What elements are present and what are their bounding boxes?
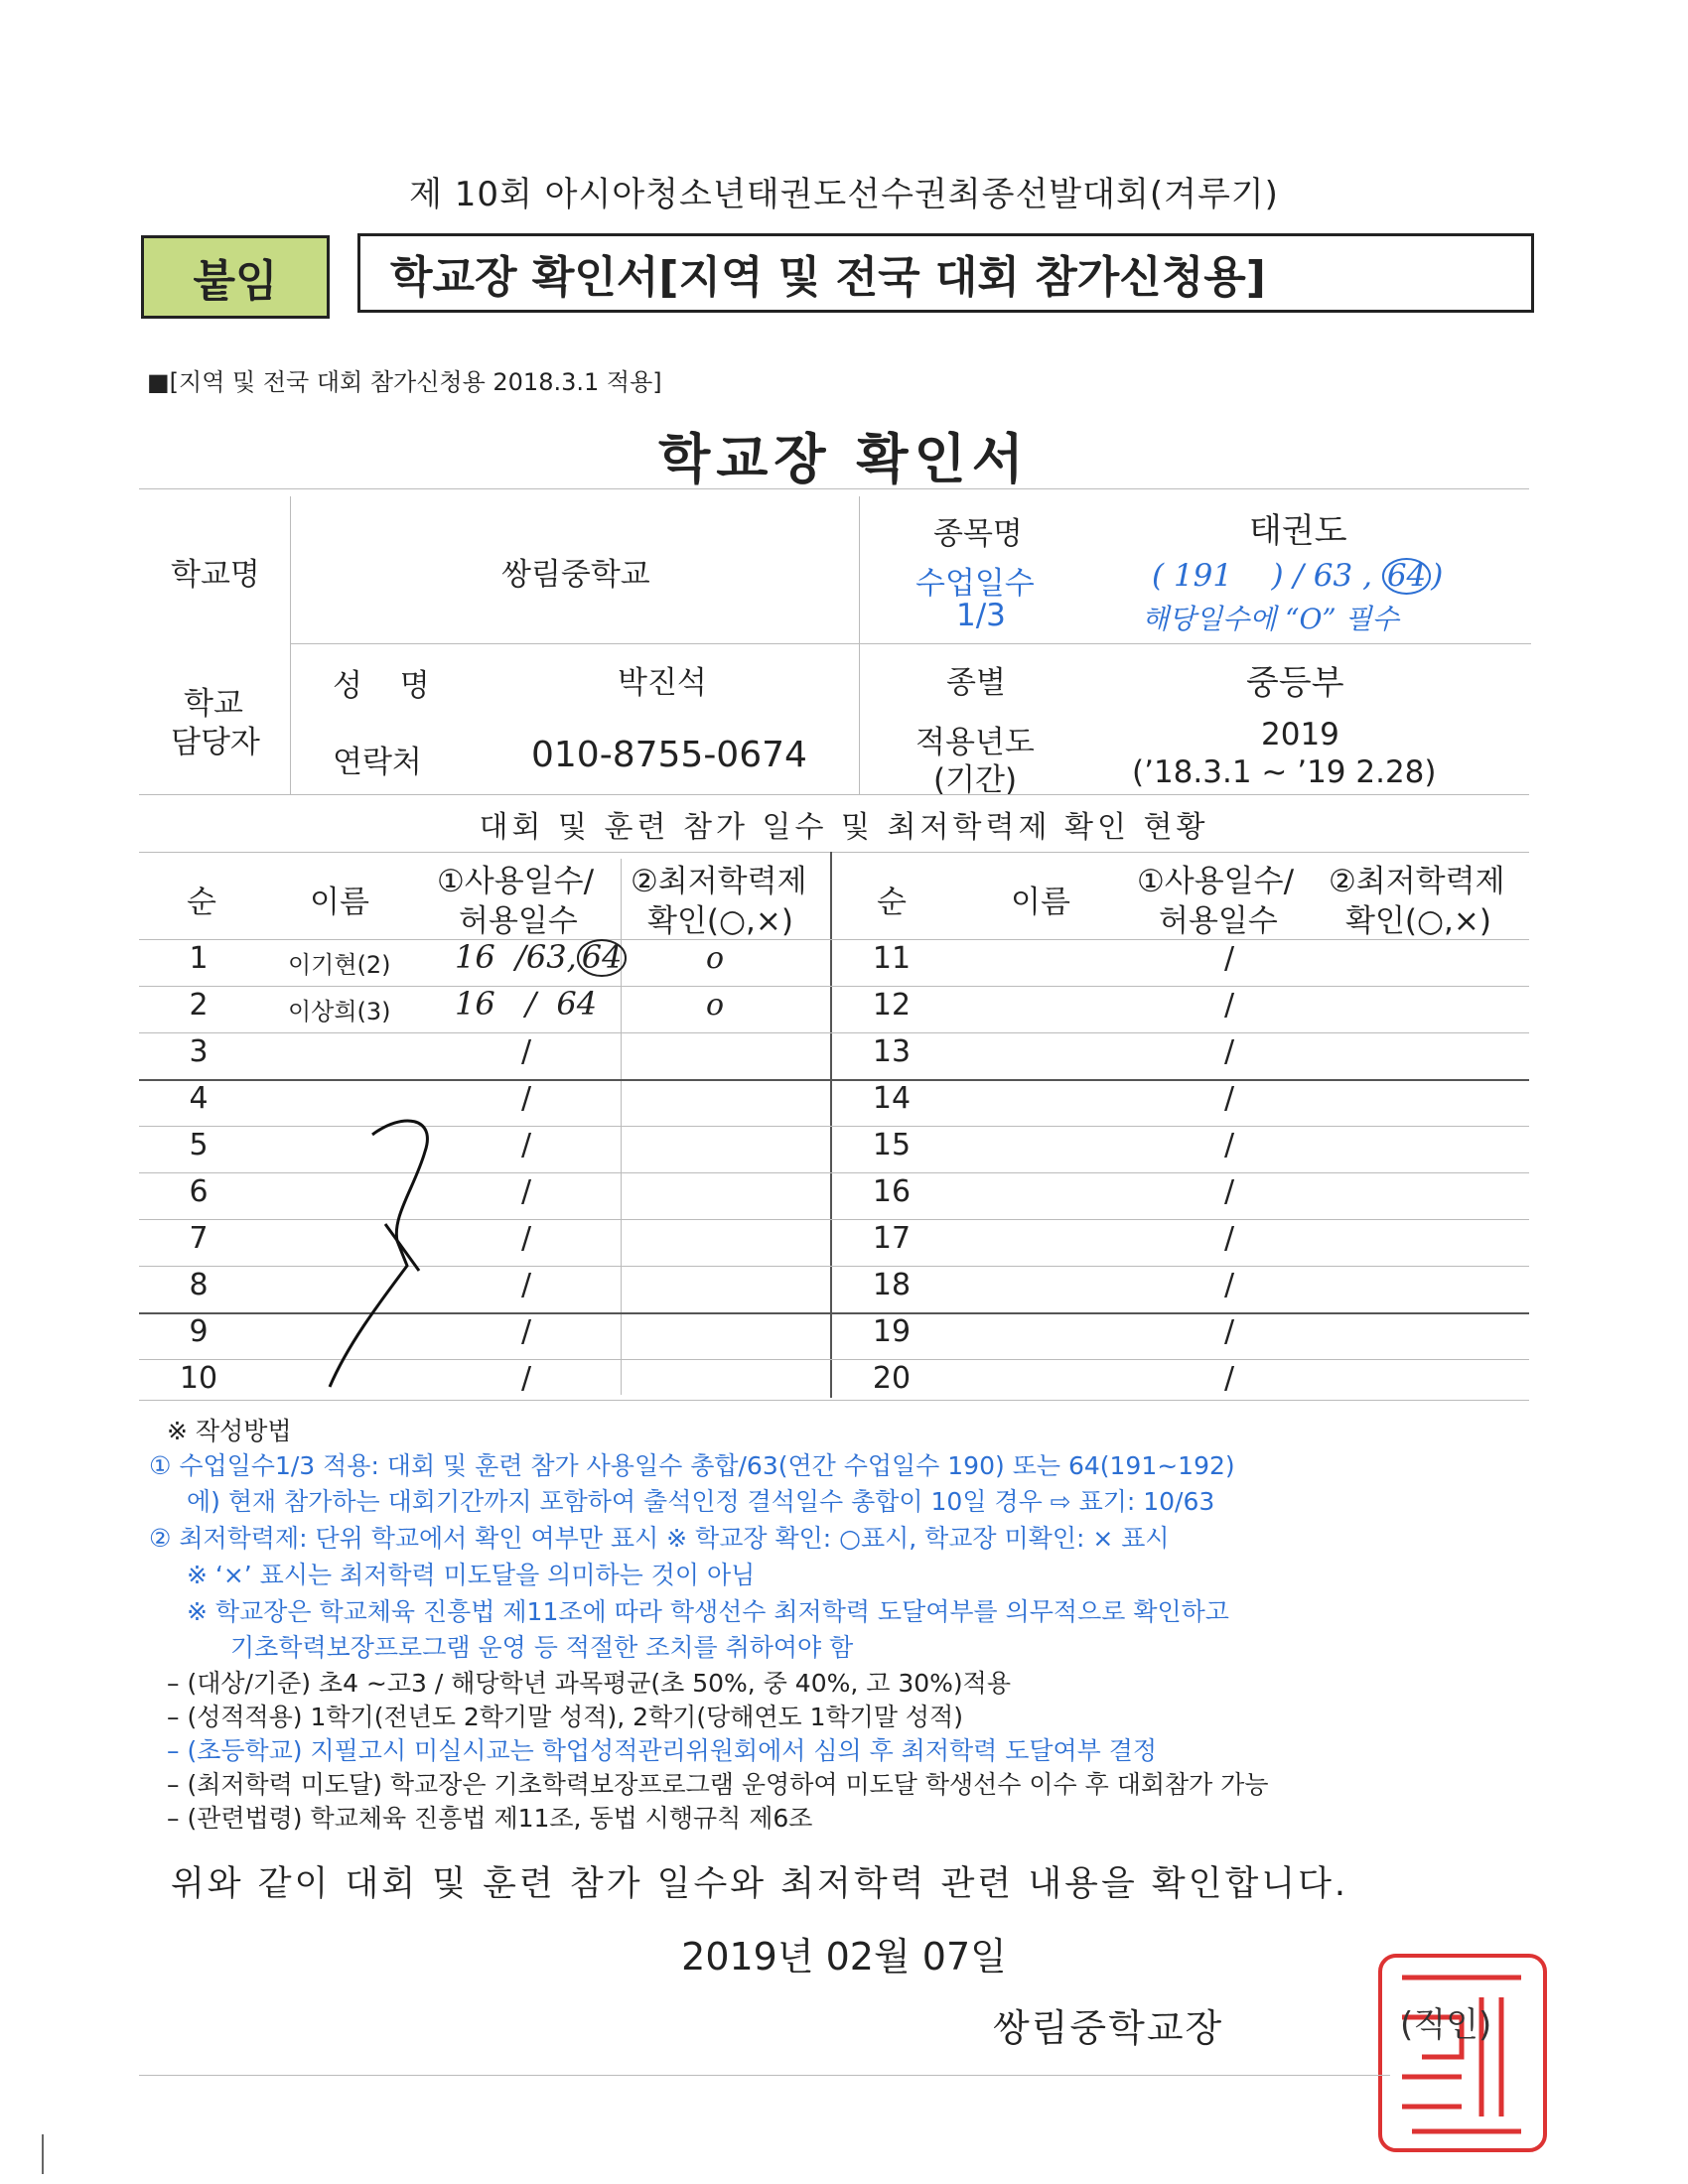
- row-no: 14: [872, 1081, 912, 1116]
- col-name-right: 이름: [1011, 885, 1070, 920]
- row-sep: /: [520, 1081, 532, 1116]
- note-3: ※ ‘×’ 표시는 최저학력 미도달을 의미하는 것이 아님: [187, 1561, 756, 1589]
- row-sep: /: [520, 1268, 532, 1302]
- row-sep: /: [525, 985, 537, 1023]
- row-no: 15: [872, 1128, 912, 1162]
- official-seal: [1378, 1954, 1547, 2152]
- table-caption: 대회 및 훈련 참가 일수 및 최저학력제 확인 현황: [479, 810, 1209, 845]
- row-no: 17: [872, 1221, 912, 1256]
- attach-title: 학교장 확인서[지역 및 전국 대회 참가신청용]: [357, 233, 1534, 313]
- year-label: 적용년도: [915, 725, 1035, 760]
- principal-name: 쌍림중학교장: [993, 2006, 1224, 2050]
- info-top-line: [139, 488, 1529, 489]
- table-center-line: [830, 852, 832, 1398]
- note-4-line-2: 기초학력보장프로그램 운영 등 적절한 조치를 취하여야 함: [230, 1633, 854, 1662]
- info-divider-1: [290, 496, 291, 794]
- class-days-circled: 64: [1382, 558, 1431, 595]
- row-no: 11: [872, 941, 912, 976]
- row-sep: /: [520, 1034, 532, 1069]
- school-label: 학교명: [171, 557, 260, 593]
- scan-edge-mark: [42, 2134, 44, 2174]
- col-check-left-2: 확인(○,×): [647, 903, 793, 939]
- col-name-left: 이름: [310, 885, 369, 920]
- row-used-value: 16: [455, 985, 495, 1023]
- row-allowed: 64: [556, 985, 598, 1023]
- col-check-left-1: ②최저학력제: [631, 864, 807, 899]
- detail-3: – (초등학교) 지필고시 미실시교는 학업성적관리위원회에서 심의 후 최저학력 도달여부 결정: [167, 1736, 1158, 1765]
- class-days-value: [1152, 558, 1443, 595]
- row-no: 9: [189, 1314, 209, 1349]
- event-value: 태권도: [1249, 511, 1347, 551]
- row-sep: /: [1223, 1314, 1235, 1349]
- row-line: [139, 986, 1529, 987]
- row-sep: /: [520, 1314, 532, 1349]
- row-sep: /: [1223, 1034, 1235, 1069]
- period-value: (’18.3.1 ~ ’19 2.28): [1132, 754, 1437, 790]
- row-no: 1: [189, 941, 209, 976]
- note-1-line-1: ① 수업일수1/3 적용: 대회 및 훈련 참가 사용일수 총합/63(연간 수업일수 190) 또는 64(191~192): [149, 1451, 1235, 1480]
- row-sep: /: [520, 1221, 532, 1256]
- note-2: ② 최저학력제: 단위 학교에서 확인 여부만 표시 ※ 학교장 확인: ○표시, 학교장 미확인: × 표시: [149, 1524, 1170, 1553]
- year-value: 2019: [1261, 717, 1339, 752]
- detail-4: – (최저학력 미도달) 학교장은 기초학력보장프로그램 운영하여 미도달 학생선수 이수 후 대회참가 가능: [167, 1770, 1269, 1799]
- row-no: 6: [189, 1174, 209, 1209]
- col-use-left-1: ①사용일수/: [437, 864, 595, 899]
- row-used: [455, 985, 597, 1023]
- row-name: 이기현(2): [288, 951, 391, 979]
- seal-pattern: [1382, 1958, 1543, 2148]
- row-no: 19: [872, 1314, 912, 1349]
- footer-line: [139, 2075, 1390, 2076]
- row-sep: /: [1223, 988, 1235, 1023]
- manager-label-1: 학교: [184, 686, 243, 722]
- class-days-close: ): [1431, 558, 1444, 594]
- class-days-label: 수업일수: [915, 566, 1035, 602]
- row-no: 13: [872, 1034, 912, 1069]
- col-no-left: 순: [187, 885, 216, 920]
- row-no: 2: [189, 988, 209, 1023]
- contact-value: 010-8755-0674: [531, 735, 807, 775]
- row-name: 이상희(3): [288, 998, 391, 1025]
- col-no-right: 순: [877, 885, 907, 920]
- class-days-open: ( 191: [1152, 558, 1233, 594]
- row-no: 12: [872, 988, 912, 1023]
- row-used-value: 16: [455, 938, 495, 976]
- table-bottom-line: [139, 1400, 1529, 1401]
- type-label: 종별: [946, 665, 1006, 701]
- info-mid-line: [290, 643, 1531, 644]
- row-check: o: [705, 941, 725, 976]
- period-label: (기간): [933, 762, 1018, 798]
- row-sep: /: [1223, 1081, 1235, 1116]
- detail-2: – (성적적용) 1학기(전년도 2학기말 성적), 2학기(당해연도 1학기말 성적): [167, 1703, 963, 1731]
- col-check-right-2: 확인(○,×): [1345, 903, 1491, 939]
- row-sep: /: [1223, 1268, 1235, 1302]
- handwritten-strike-mark: [308, 1107, 457, 1395]
- table-top-line: [139, 794, 1529, 795]
- class-days-note: 해당일수에 “O” 필수: [1142, 603, 1399, 635]
- row-no: 4: [189, 1081, 209, 1116]
- row-no: 7: [189, 1221, 209, 1256]
- form-title: 학교장 확인서: [658, 428, 1030, 490]
- row-no: 18: [872, 1268, 912, 1302]
- row-sep: /63,: [515, 938, 577, 976]
- type-value: 중등부: [1246, 663, 1344, 703]
- row-sep: /: [1223, 1174, 1235, 1209]
- row-sep: /: [520, 1174, 532, 1209]
- row-no: 3: [189, 1034, 209, 1069]
- col-use-right-2: 허용일수: [1159, 903, 1278, 939]
- row-sep: /: [1223, 1221, 1235, 1256]
- row-no: 10: [179, 1361, 218, 1396]
- row-no: 20: [872, 1361, 912, 1396]
- row-no: 16: [872, 1174, 912, 1209]
- row-sep: /: [1223, 941, 1235, 976]
- table-header-bottom: [139, 939, 1529, 940]
- class-days-sep: ) / 63 ,: [1271, 558, 1372, 594]
- event-title: 제 10회 아시아청소년태권도선수권최종선발대회(겨루기): [409, 175, 1279, 214]
- seal-label: (직인): [1400, 2005, 1492, 2045]
- form-code-line: ■[지역 및 전국 대회 참가신청용 2018.3.1 적용]: [147, 368, 662, 396]
- note-1-line-2: 에) 현재 참가하는 대회기간까지 포함하여 출석인정 결석일수 총합이 10일 경우 ⇨ 표기: 10/63: [187, 1487, 1215, 1516]
- row-no: 8: [189, 1268, 209, 1302]
- table-head-line: [139, 852, 1529, 853]
- school-value: 쌍림중학교: [501, 557, 650, 593]
- manager-label-2: 담당자: [171, 725, 260, 760]
- row-no: 5: [189, 1128, 209, 1162]
- attach-badge: 붙임: [141, 235, 330, 319]
- row-sep: /: [1223, 1361, 1235, 1396]
- row-sep: /: [1223, 1128, 1235, 1162]
- name-value: 박진석: [618, 665, 707, 701]
- row-check: o: [705, 988, 725, 1023]
- contact-label: 연락처: [333, 745, 422, 780]
- col-use-right-1: ①사용일수/: [1137, 864, 1295, 899]
- confirm-text: 위와 같이 대회 및 훈련 참가 일수와 최저학력 관련 내용을 확인합니다.: [171, 1864, 1349, 1904]
- method-title: ※ 작성방법: [167, 1417, 292, 1445]
- col-use-left-2: 허용일수: [459, 903, 578, 939]
- note-4-line-1: ※ 학교장은 학교체육 진흥법 제11조에 따라 학생선수 최저학력 도달여부를 의무적으로 확인하고: [187, 1597, 1229, 1626]
- name-label: 성 명: [333, 668, 444, 704]
- detail-1: – (대상/기준) 초4 ~고3 / 해당학년 과목평균(초 50%, 중 40%, 고 30%)적용: [167, 1669, 1011, 1698]
- row-circled: 64: [577, 939, 628, 977]
- row-line: [139, 1032, 1529, 1033]
- info-divider-2: [859, 496, 860, 794]
- issue-date: 2019년 02월 07일: [681, 1935, 1007, 1979]
- row-used: [455, 938, 627, 977]
- col-check-right-1: ②최저학력제: [1329, 864, 1505, 899]
- detail-5: – (관련법령) 학교체육 진흥법 제11조, 동법 시행규칙 제6조: [167, 1804, 813, 1833]
- event-label: 종목명: [933, 516, 1023, 552]
- class-days-ratio: 1/3: [956, 598, 1006, 633]
- row-sep: /: [520, 1361, 532, 1396]
- row-sep: /: [520, 1128, 532, 1162]
